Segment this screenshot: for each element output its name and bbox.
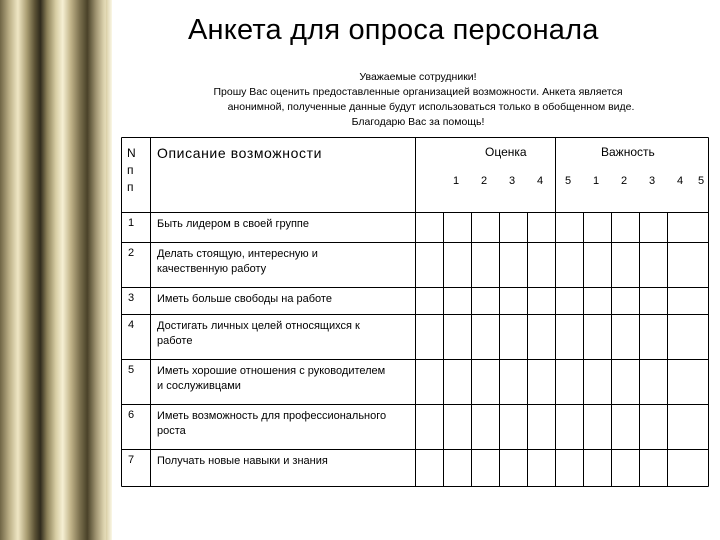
row-description-line: Иметь больше свободы на работе	[157, 293, 332, 305]
row-description-line: работе	[157, 335, 193, 347]
row-number: 6	[128, 409, 135, 421]
row-number: 3	[128, 292, 135, 304]
intro-line-2: анонимной, полученные данные будут использоваться только в обобщенном виде.	[227, 101, 635, 113]
row-description-line: Иметь возможность для профессионального	[157, 410, 387, 422]
row-description-line: Получать новые навыки и знания	[157, 455, 328, 467]
intro-thanks: Благодарю Вас за помощь!	[351, 116, 485, 128]
intro-line-1: Прошу Вас оценить предоставленные организацией возможности. Анкета является	[213, 86, 623, 98]
header-importance: Важность	[601, 145, 655, 159]
row-description-line: Достигать личных целей относящихся к	[157, 320, 360, 332]
row-description	[157, 409, 415, 439]
rating-scale-label: 1	[452, 175, 460, 187]
row-description-line: роста	[157, 425, 186, 437]
row-description-line: Быть лидером в своей группе	[157, 218, 309, 230]
importance-scale-label: 1	[592, 175, 600, 187]
row-description	[157, 319, 415, 349]
row-description	[157, 247, 415, 277]
row-description	[157, 292, 415, 307]
header-number-line: N	[127, 146, 137, 160]
page-title: Анкета для опроса персонала	[188, 14, 599, 46]
rating-scale-label: 4	[536, 175, 544, 187]
importance-scale-label: 3	[648, 175, 656, 187]
rating-scale-label: 3	[508, 175, 516, 187]
row-number: 5	[128, 364, 135, 376]
header-number-line: п	[127, 163, 135, 177]
row-description-line: Делать стоящую, интересную и	[157, 248, 318, 260]
header-description: Описание возможности	[157, 145, 323, 161]
header-number	[127, 145, 137, 196]
header-rating: Оценка	[485, 145, 527, 159]
row-number: 7	[128, 454, 135, 466]
row-number: 2	[128, 247, 135, 259]
importance-scale-label: 5	[697, 175, 705, 187]
importance-scale-label: 4	[676, 175, 684, 187]
rating-scale-label: 2	[480, 175, 488, 187]
row-description	[157, 217, 415, 232]
header-number-line: п	[127, 180, 135, 194]
intro-text	[118, 70, 718, 130]
row-number: 4	[128, 319, 135, 331]
row-description-line: качественную работу	[157, 263, 267, 275]
row-description	[157, 364, 415, 394]
survey-table	[121, 137, 709, 487]
row-number: 1	[128, 217, 135, 229]
intro-greeting: Уважаемые сотрудники!	[359, 71, 477, 83]
decorative-frame	[0, 0, 112, 540]
row-description-line: и сослуживцами	[157, 380, 241, 392]
rating-scale-label: 5	[564, 175, 572, 187]
row-description	[157, 454, 415, 469]
row-description-line: Иметь хорошие отношения с руководителем	[157, 365, 386, 377]
importance-scale-label: 2	[620, 175, 628, 187]
